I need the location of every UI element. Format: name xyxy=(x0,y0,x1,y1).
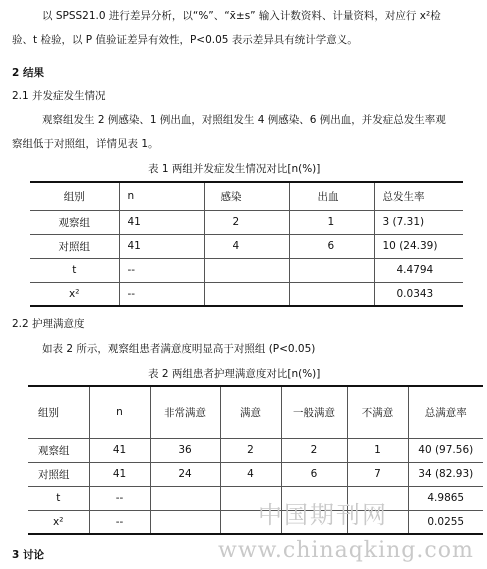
table-cell: -- xyxy=(119,258,204,282)
table-cell: 41 xyxy=(89,462,150,486)
table-cell: 观察组 xyxy=(30,210,119,234)
table-cell: -- xyxy=(119,282,204,306)
table-cell xyxy=(150,510,220,534)
table-cell: 36 xyxy=(150,438,220,462)
table2-header-cell: 非常满意 xyxy=(150,386,220,438)
table-cell xyxy=(204,282,289,306)
table2-header-row xyxy=(28,386,483,438)
table-cell: 41 xyxy=(89,438,150,462)
table-cell: 0.0255 xyxy=(408,510,483,534)
table-cell: 4.4794 xyxy=(374,258,463,282)
table-cell: 40 (97.56) xyxy=(408,438,483,462)
table-cell: 4.9865 xyxy=(408,486,483,510)
table-cell xyxy=(289,282,374,306)
table1-header-row xyxy=(30,182,463,210)
table1-header-cell: n xyxy=(119,182,204,210)
table-cell: x² xyxy=(28,510,89,534)
intro-line-2: 验、t 检验，以 P 值验证差异有效性，P<0.05 表示差异具有统计学意义。 xyxy=(12,34,358,46)
table-cell: x² xyxy=(30,282,119,306)
table-cell xyxy=(204,258,289,282)
table-row xyxy=(28,438,483,462)
table-cell: 2 xyxy=(204,210,289,234)
table-cell: 34 (82.93) xyxy=(408,462,483,486)
table1-header-cell: 组别 xyxy=(30,182,119,210)
table-row xyxy=(28,486,483,510)
section-2-heading: 2 结果 xyxy=(12,67,44,79)
table-cell: 10 (24.39) xyxy=(374,234,463,258)
table2-header-cell: 不满意 xyxy=(347,386,408,438)
sub22-para: 如表 2 所示，观察组患者满意度明显高于对照组 (P<0.05) xyxy=(42,343,316,355)
table-row xyxy=(30,234,463,258)
table-row xyxy=(30,210,463,234)
table-cell: 1 xyxy=(289,210,374,234)
table-cell: 1 xyxy=(347,438,408,462)
table-cell: 观察组 xyxy=(28,438,89,462)
table-cell xyxy=(289,258,374,282)
watermark-url: www.chinaqking.com xyxy=(218,538,474,563)
table-cell: 4 xyxy=(220,462,281,486)
table-cell: 2 xyxy=(281,438,347,462)
table1-header-cell: 总发生率 xyxy=(374,182,463,210)
table-cell: 4 xyxy=(204,234,289,258)
sub21-para-line-2: 察组低于对照组，详情见表 1。 xyxy=(12,138,159,150)
table-cell xyxy=(150,486,220,510)
section-3-heading: 3 讨论 xyxy=(12,549,44,561)
table1-header-cell: 感染 xyxy=(204,182,289,210)
table2-header-cell: 满意 xyxy=(220,386,281,438)
table-cell: 41 xyxy=(119,234,204,258)
table1 xyxy=(30,181,463,307)
table-cell: 2 xyxy=(220,438,281,462)
table-cell: t xyxy=(28,486,89,510)
table2-header-cell: n xyxy=(89,386,150,438)
table-cell: 对照组 xyxy=(28,462,89,486)
watermark-text: 中国期刊网 xyxy=(258,501,388,529)
table-cell: 24 xyxy=(150,462,220,486)
table2-header-cell: 一般满意 xyxy=(281,386,347,438)
table-cell: 6 xyxy=(281,462,347,486)
subsection-2-1-heading: 2.1 并发症发生情况 xyxy=(12,90,106,102)
table-cell: 0.0343 xyxy=(374,282,463,306)
table-cell: -- xyxy=(89,486,150,510)
table-cell: 对照组 xyxy=(30,234,119,258)
table-cell: t xyxy=(30,258,119,282)
table-cell: -- xyxy=(89,510,150,534)
subsection-2-2-heading: 2.2 护理满意度 xyxy=(12,318,85,330)
table1-header-cell: 出血 xyxy=(289,182,374,210)
sub21-para-line-1: 观察组发生 2 例感染、1 例出血，对照组发生 4 例感染、6 例出血，并发症总发生率观 xyxy=(42,114,446,126)
table-row xyxy=(28,462,483,486)
table2-header-cell: 组别 xyxy=(28,386,89,438)
table2 xyxy=(28,385,483,535)
table2-caption: 表 2 两组患者护理满意度对比[n(%)] xyxy=(148,368,321,380)
table2-header-cell: 总满意率 xyxy=(408,386,483,438)
table-cell: 41 xyxy=(119,210,204,234)
table-cell: 7 xyxy=(347,462,408,486)
intro-line-1: 以 SPSS21.0 进行差异分析，以“%”、“x̄±s” 输入计数资料、计量资料，对应行 x²检 xyxy=(42,10,441,22)
table-row xyxy=(30,258,463,282)
table-row xyxy=(28,510,483,534)
table-cell: 3 (7.31) xyxy=(374,210,463,234)
table-cell: 6 xyxy=(289,234,374,258)
table-row xyxy=(30,282,463,306)
table1-caption: 表 1 两组并发症发生情况对比[n(%)] xyxy=(148,163,321,175)
